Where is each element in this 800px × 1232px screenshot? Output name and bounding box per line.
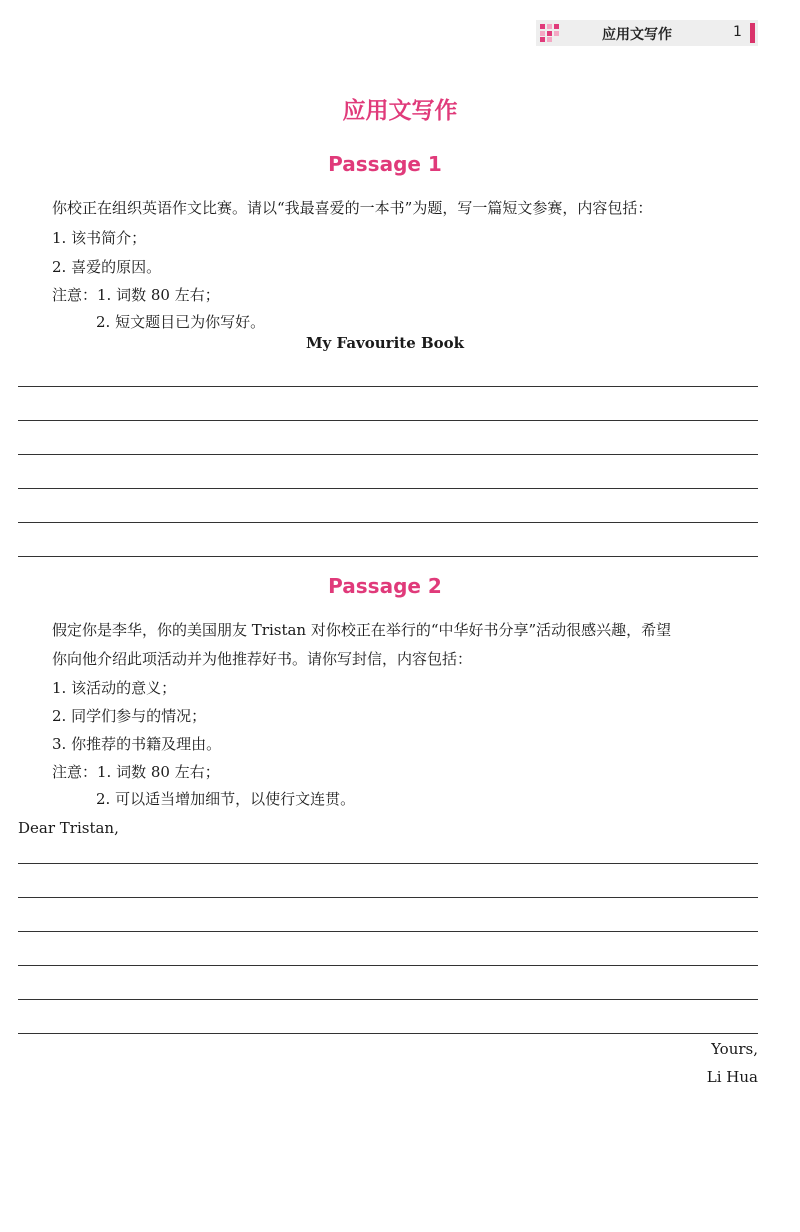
running-header	[536, 20, 758, 46]
passage-1-note-2: 2. 短文题目已为你写好。	[96, 313, 266, 331]
letter-closing: Yours,	[711, 1040, 758, 1058]
writing-line	[18, 454, 758, 455]
passage-2-prompt-line-1: 假定你是李华，你的美国朋友 Tristan 对你校正在举行的“中华好书分享”活动很感兴趣，希望	[52, 621, 672, 639]
passage-1-title: Passage 1	[328, 152, 442, 176]
essay-title: My Favourite Book	[305, 334, 465, 352]
writing-line	[18, 897, 758, 898]
writing-line	[18, 522, 758, 523]
header-section-title: 应用文写作	[602, 27, 672, 43]
writing-line	[18, 420, 758, 421]
passage-2-note-2: 2. 可以适当增加细节，以使行文连贯。	[96, 790, 356, 808]
writing-line	[18, 556, 758, 557]
writing-line	[18, 386, 758, 387]
passage-2-title: Passage 2	[328, 574, 442, 598]
writing-line	[18, 931, 758, 932]
writing-line	[18, 488, 758, 489]
grid-logo-icon	[540, 24, 560, 42]
header-accent-bar	[750, 23, 755, 43]
page-title: 应用文写作	[342, 97, 458, 124]
letter-signature: Li Hua	[706, 1068, 758, 1086]
letter-salutation: Dear Tristan,	[18, 819, 119, 837]
writing-line	[18, 965, 758, 966]
passage-1-prompt: 你校正在组织英语作文比赛。请以“我最喜爱的一本书”为题，写一篇短文参赛，内容包括：	[52, 199, 653, 217]
writing-line	[18, 999, 758, 1000]
passage-2-prompt-line-2: 你向他介绍此项活动并为他推荐好书。请你写封信，内容包括：	[52, 650, 473, 668]
passage-2-item-3: 3. 你推荐的书籍及理由。	[52, 735, 222, 753]
page-number: 1	[733, 24, 742, 40]
passage-2-note-1: 注意：1. 词数 80 左右；	[52, 763, 220, 781]
passage-1-item-2: 2. 喜爱的原因。	[52, 258, 162, 276]
passage-1-note-1: 注意：1. 词数 80 左右；	[52, 286, 220, 304]
passage-2-item-1: 1. 该活动的意义；	[52, 679, 177, 697]
passage-1-item-1: 1. 该书简介；	[52, 229, 147, 247]
writing-line	[18, 863, 758, 864]
writing-line	[18, 1033, 758, 1034]
passage-2-item-2: 2. 同学们参与的情况；	[52, 707, 207, 725]
